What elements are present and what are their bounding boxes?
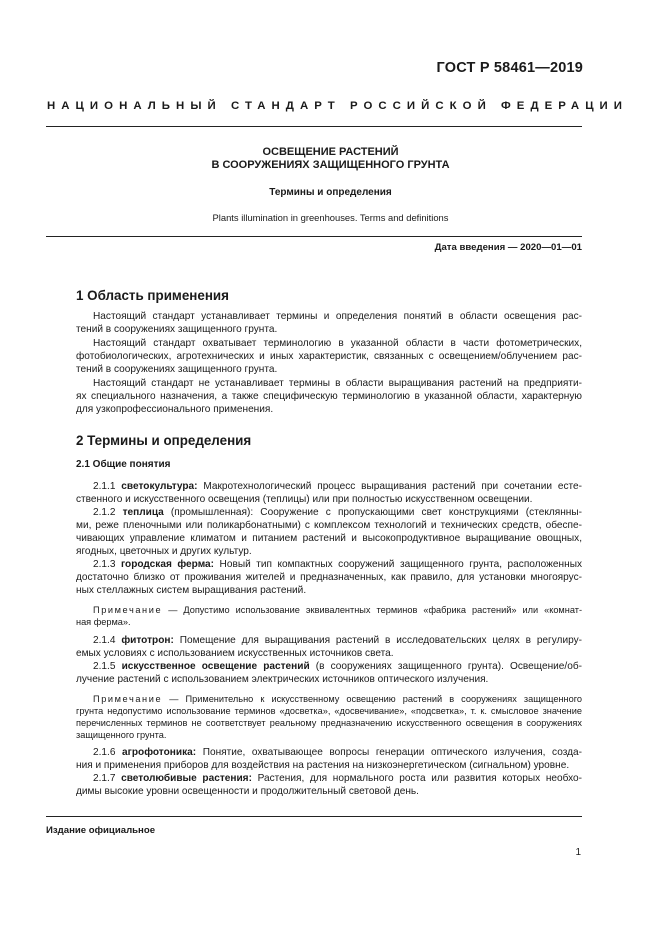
term-number: 2.1.5 [93,661,122,672]
term-qualifier: (промышленная): [163,507,254,518]
text-line: ственного и искусственного освещения (теплицы) или при полностью искусственном освещении. [76,494,533,505]
text-line: Настоящий стандарт не устанавливает термины в области выращивания растений на предприяти- [93,378,582,389]
term-definition: Растения, для нормального роста или развития которых необхо- [251,773,582,784]
section-1-paragraph-1 [76,310,582,336]
term-definition: Новый тип компактных сооружений защищенного грунта, расположенных [214,559,582,570]
term-2-1-1 [76,480,582,506]
text-line: ных стеллажных систем выращивания растений. [76,585,307,596]
title-line-2: В СООРУЖЕНИЯХ ЗАЩИЩЕННОГО ГРУНТА [211,159,450,171]
term-name: светокультура: [121,481,198,492]
term-name: городская ферма: [120,559,215,570]
text-line: димы высокие уровни освещенности и продолжительный световой день. [76,786,419,797]
term-definition: (в сооружениях защищенного грунта). Освещение/об- [309,661,582,672]
gost-number: ГОСТ Р 58461—2019 [436,60,583,76]
term-definition: Помещение для выращивания растений в исследовательских целях в регулиру- [173,635,582,646]
document-title [0,146,661,172]
footer-divider [46,816,582,817]
document-subtitle: Термины и определения [269,187,392,198]
term-name: искусственное освещение растений [121,661,310,672]
title-line-1: ОСВЕЩЕНИЕ РАСТЕНИЙ [262,146,399,158]
text-line: для узкопрофессионального применения. [76,404,274,415]
term-2-1-2 [76,506,582,558]
term-name: теплица [122,507,164,518]
text-line [76,480,582,493]
text-line: защищенного грунта. [76,730,167,740]
english-title: Plants illumination in greenhouses. Terms and definitions [212,212,449,223]
text-line: перечисленных терминов не соответствует реальному предназначению искусственного освещения в сооружениях [76,718,582,728]
text-line: чивающих управление климатом и питанием растений и высокопродуктивное выращивание овощных, [76,533,582,544]
section-2-heading: 2 Термины и определения [76,433,252,448]
term-2-1-4 [76,634,582,660]
text-line: Настоящий стандарт устанавливает термины и определения понятий в области освещения рас- [93,311,582,322]
term-name: агрофотоника: [122,747,197,758]
text-line: ях специального назначения, а также специфическую терминологию в указанной области, характерную [76,391,582,402]
official-edition-label: Издание официальное [46,825,156,836]
term-number: 2.1.3 [93,559,121,570]
term-definition: Понятие, охватывающее вопросы генерации оптического излучения, созда- [196,747,582,758]
note-1 [76,604,582,628]
text-line: тений в сооружениях защищенного грунта. [76,324,278,335]
term-2-1-5 [76,660,582,686]
term-number: 2.1.4 [93,635,122,646]
text-line [76,506,582,519]
section-1-paragraph-3 [76,377,582,416]
text-line [76,604,582,616]
text-line [76,772,582,785]
subsection-2-1-heading: 2.1 Общие понятия [76,459,171,470]
text-line: ния и применения приборов для воздействия на растения на низкоэнергетическом (сигнальном) уровне. [76,760,570,771]
page-number: 1 [575,847,581,858]
introduction-date: Дата введения — 2020—01—01 [434,242,582,253]
term-name: светолюбивые растения: [121,773,252,784]
term-number: 2.1.2 [93,507,123,518]
note-label: Примечание [93,605,163,615]
title-divider [46,236,582,237]
text-line: ми, реже пленочными или поликарбонатными) с комплексом технологий и технических средств, обеспе- [76,520,582,531]
text-line [76,746,582,759]
text-line: ная ферма». [76,617,131,627]
text-line: фотобиологических, агротехнических и иных характеристик, связанных с освещением/облучением рас- [76,351,582,362]
term-number: 2.1.6 [93,747,123,758]
text-line [76,660,582,673]
term-2-1-3 [76,558,582,597]
text-line: лучение растений с использованием электрических источников оптического излучения. [76,674,489,685]
term-number: 2.1.1 [93,481,122,492]
text-line: ягодных, цветочных и других культур. [76,546,252,557]
text-line [76,693,582,705]
note-label: Примечание [93,694,163,704]
text-line: тений в сооружениях защищенного грунта. [76,364,278,375]
text-line [76,634,582,647]
term-2-1-7 [76,772,582,798]
top-divider [46,126,582,127]
term-2-1-6 [76,746,582,772]
term-definition: Макротехнологический процесс выращивания растений при сочетании есте- [197,481,582,492]
text-line: грунта недопустимо использование терминов «досветка», «досвечивание», «подсветка», т. к. смысловое значение [76,706,582,716]
term-number: 2.1.7 [93,773,122,784]
text-line [76,558,582,571]
term-name: фитотрон: [121,635,174,646]
text-line: емых условиях с использованием искусственных источников света. [76,648,394,659]
text-line: Настоящий стандарт охватывает терминологию в указанной области в части фотометрических, [93,338,582,349]
note-text: — Допустимо использование эквивалентных терминов «фабрика растений» или «комнат- [162,605,582,615]
note-text: — Применительно к искусственному освещению растений в сооружениях защищенного [162,694,582,704]
section-1-heading: 1 Область применения [76,288,229,303]
text-line: достаточно близко от проживания жителей и предназначенных, как правило, для установки многоярус- [76,572,582,583]
term-definition: Сооружение с пропускающими свет конструкциями (стеклянны- [253,507,582,518]
note-2 [76,693,582,741]
section-1-paragraph-2 [76,337,582,376]
national-standard-heading: НАЦИОНАЛЬНЫЙ СТАНДАРТ РОССИЙСКОЙ ФЕДЕРАЦИИ [47,100,629,112]
